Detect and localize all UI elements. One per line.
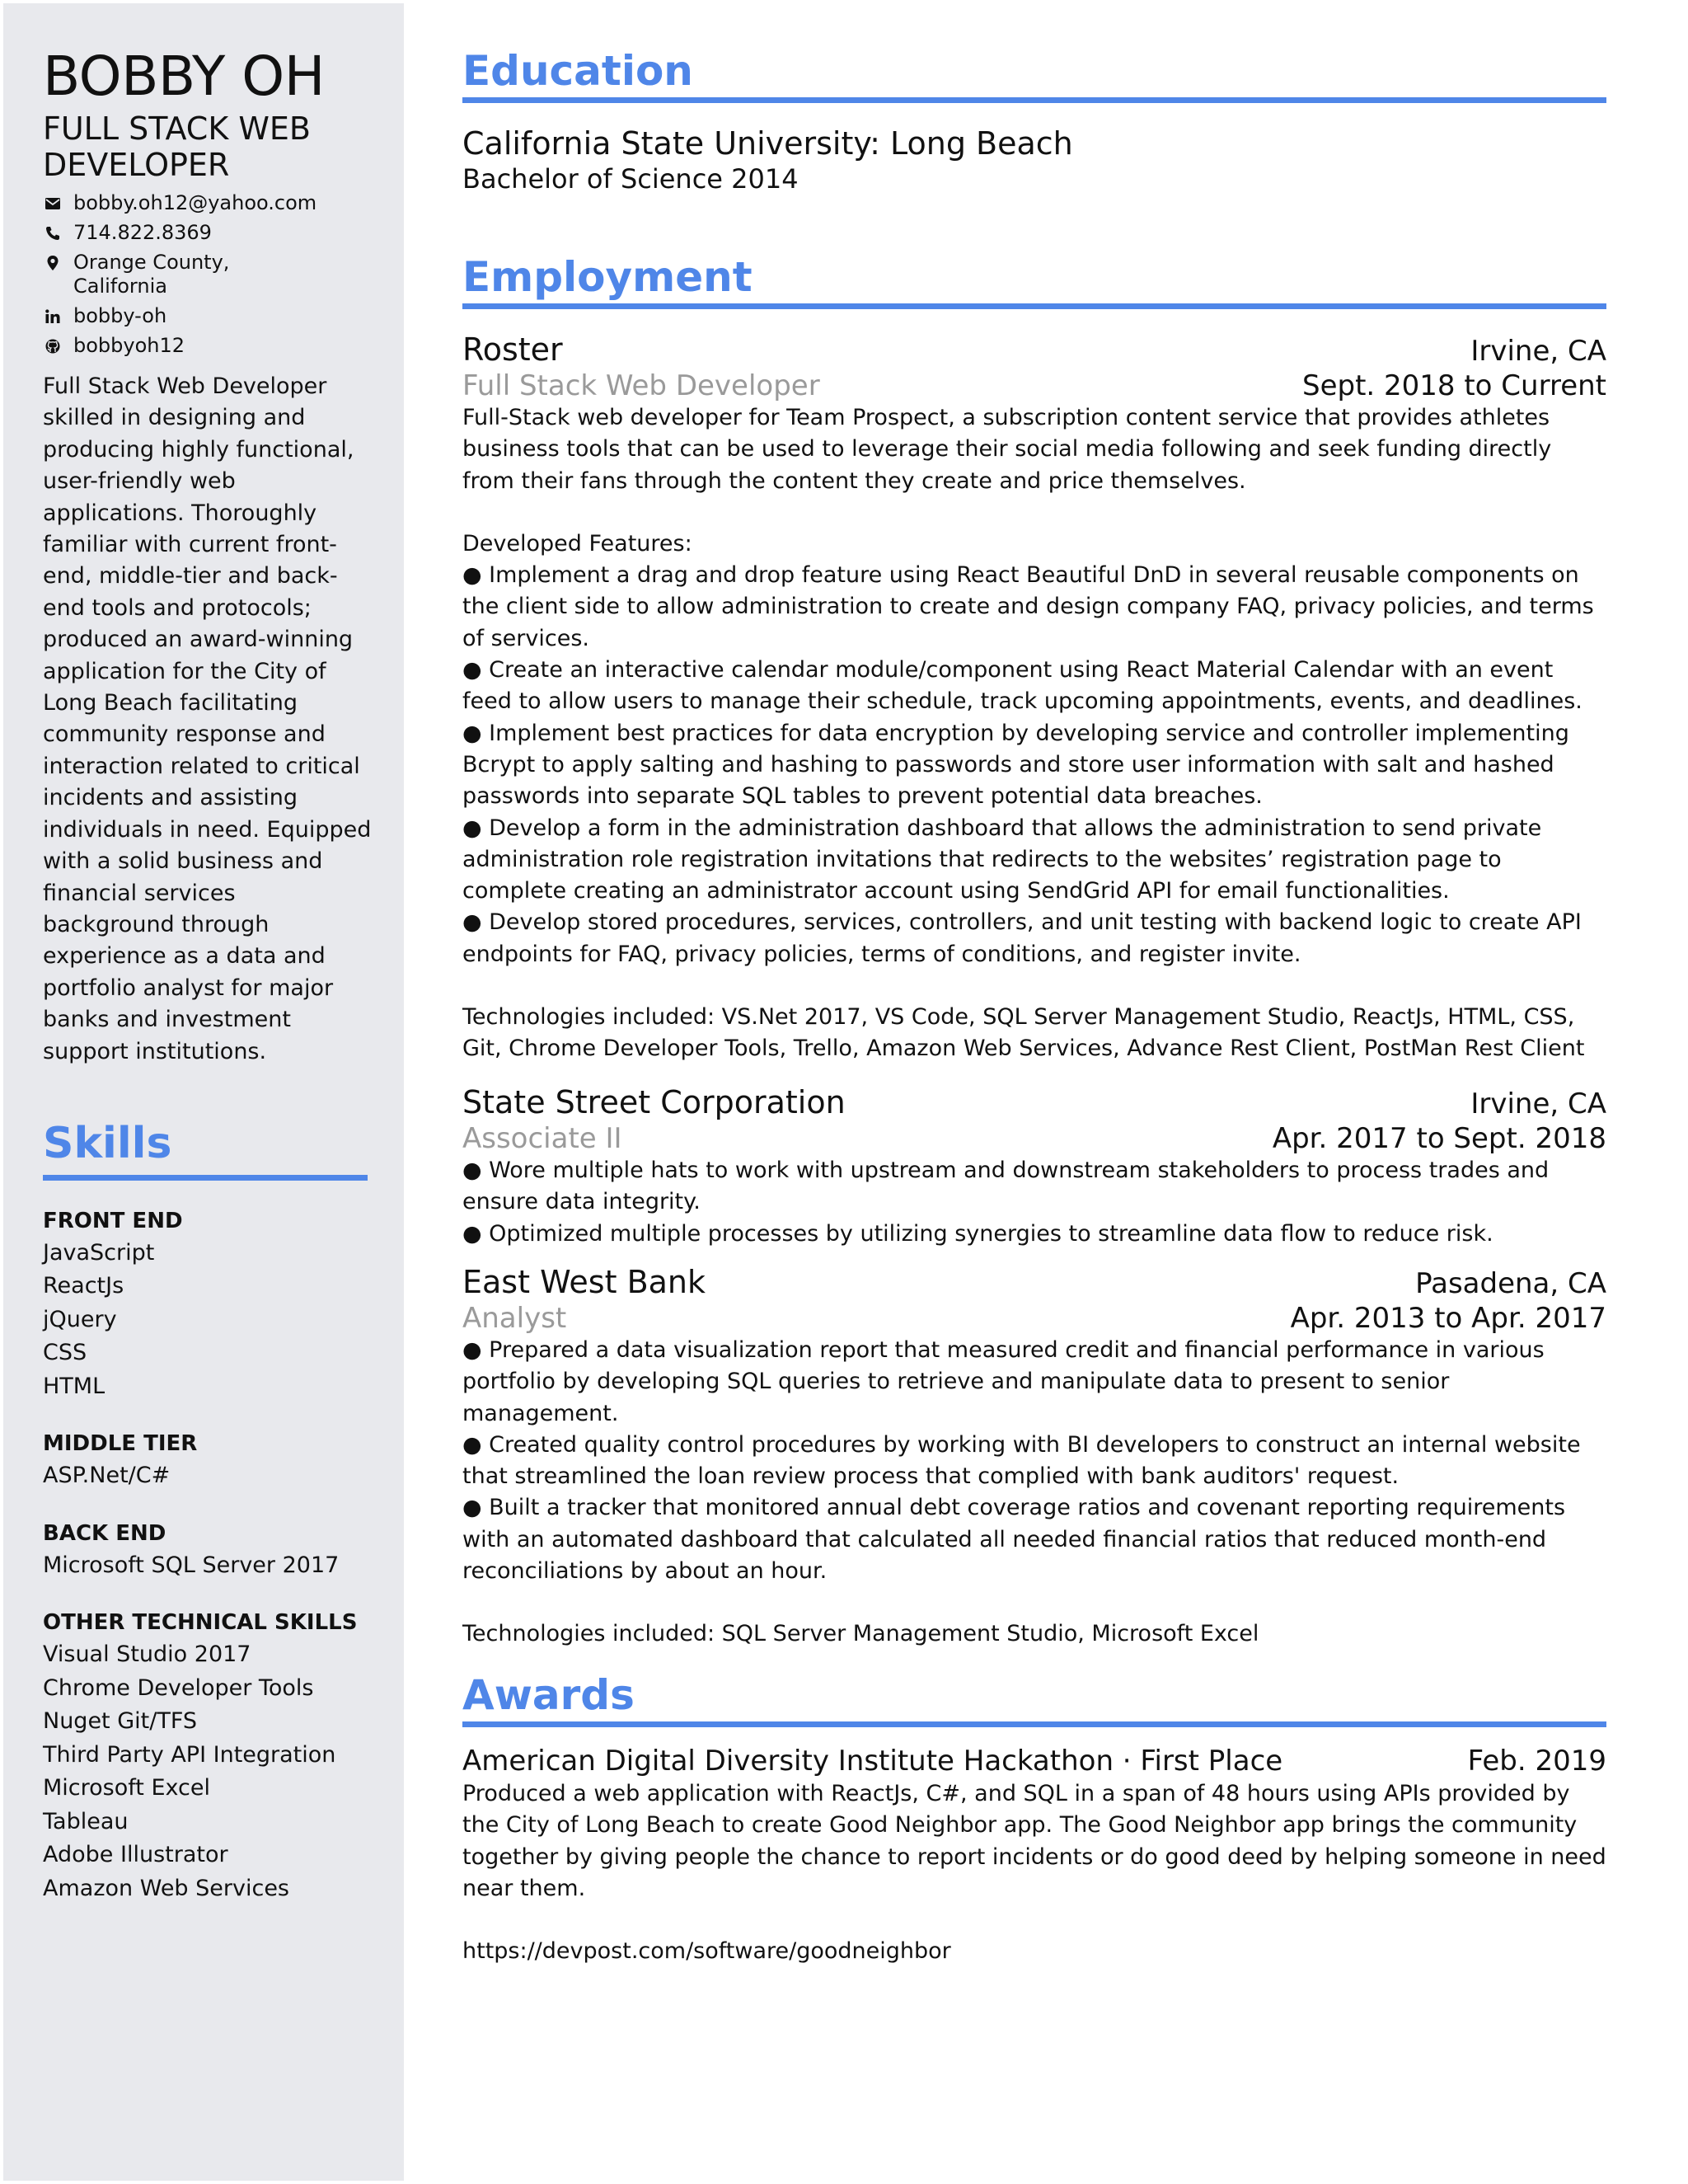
contact-linkedin[interactable] (43, 304, 364, 328)
job-intro: Full-Stack web developer for Team Prospect, a subscription content service that provides athletes business tools that can be used to leverage their social media following and seek funding directly from their fans through the content they create and price themselves. (462, 405, 1552, 494)
contact-email[interactable] (43, 191, 364, 215)
skills-divider (43, 1175, 368, 1181)
contact-location-text: Orange County, California (73, 251, 230, 298)
job-location: Irvine, CA (1470, 335, 1606, 368)
skill-item: Nuget Git/TFS (43, 1708, 198, 1735)
skill-item: Chrome Developer Tools (43, 1674, 314, 1701)
job-role: Analyst (462, 1302, 567, 1335)
job-roster (462, 332, 1606, 1065)
skill-item: Microsoft SQL Server 2017 (43, 1552, 340, 1578)
job-dates: Sept. 2018 to Current (1301, 369, 1606, 402)
job-bullet: ● Implement a drag and drop feature using React Beautiful DnD in several reusable components on the client side to allow administration to create and design company FAQ, privacy policies, and terms of services. (462, 562, 1594, 651)
linkedin-icon (43, 304, 63, 328)
skill-item: Third Party API Integration (43, 1741, 336, 1768)
award-header (462, 1744, 1606, 1778)
job-dates: Apr. 2017 to Sept. 2018 (1272, 1122, 1606, 1155)
contact-location (43, 251, 364, 298)
skill-item: Adobe Illustrator (43, 1842, 228, 1868)
job-dates: Apr. 2013 to Apr. 2017 (1290, 1302, 1606, 1335)
skill-item: CSS (43, 1340, 87, 1366)
job-company: Roster (462, 331, 563, 368)
job-bullet: ● Implement best practices for data encryption by developing service and controller implementing Bcrypt to apply salting and hashing to passwords and store user information with salt and hashed passwords into separate SQL tables to prevent potential data breaches. (462, 720, 1569, 810)
contact-email-text: bobby.oh12@yahoo.com (73, 191, 317, 214)
contact-github[interactable] (43, 334, 364, 358)
education-divider (462, 97, 1606, 103)
job-subheader (462, 1122, 1606, 1155)
award-description: Produced a web application with ReactJs, C#, and SQL in a span of 48 hours using APIs provided by the City of Long Beach to create Good Neighbor app. The Good Neighbor app brings the community together by giving people the chance to report incidents or do good deed by helping someone in need near them. (462, 1781, 1606, 1901)
job-header (462, 1265, 1606, 1302)
skill-item: HTML (43, 1373, 106, 1399)
job-technologies: Technologies included: SQL Server Management Studio, Microsoft Excel (462, 1621, 1259, 1647)
employment-divider (462, 303, 1606, 309)
employment-section (462, 252, 1606, 309)
education-degree: Bachelor of Science 2014 (462, 163, 799, 195)
profile-name: BOBBY OH (43, 45, 325, 108)
skill-group-back-end (43, 1518, 364, 1583)
sidebar (3, 3, 404, 2181)
job-east-west-bank (462, 1265, 1606, 1651)
contact-phone[interactable] (43, 221, 364, 245)
awards-heading: Awards (462, 1671, 635, 1719)
awards-section (462, 1670, 1606, 1967)
job-state-street (462, 1085, 1606, 1250)
job-bullet: ● Optimized multiple processes by utilizing synergies to streamline data flow to reduce risk. (462, 1220, 1493, 1247)
contact-phone-text: 714.822.8369 (73, 221, 212, 244)
award-link[interactable]: https://devpost.com/software/goodneighbor (462, 1938, 951, 1965)
job-bullet: ● Develop a form in the administration dashboard that allows the administration to send private administration role registration invitations that redirects to the websites’ registration page to complete creating an administrator account using SendGrid API for email functionalities. (462, 815, 1542, 904)
location-pin-icon (43, 251, 63, 275)
job-header (462, 332, 1606, 369)
contact-list (43, 191, 364, 358)
skill-group-name: MIDDLE TIER (43, 1431, 198, 1457)
education-school: California State University: Long Beach (462, 125, 1073, 162)
skill-item: Microsoft Excel (43, 1775, 210, 1801)
job-bullet: ● Develop stored procedures, services, controllers, and unit testing with backend logic to create API endpoints for FAQ, privacy policies, terms of conditions, and register invite. (462, 909, 1582, 967)
job-company: East West Bank (462, 1264, 706, 1300)
awards-divider (462, 1721, 1606, 1727)
skill-item: ASP.Net/C# (43, 1463, 171, 1489)
phone-icon (43, 221, 63, 245)
award-name: American Digital Diversity Institute Hackathon · First Place (462, 1745, 1283, 1778)
job-location: Irvine, CA (1470, 1087, 1606, 1120)
employment-heading: Employment (462, 253, 753, 301)
skill-group-middle-tier (43, 1428, 364, 1493)
skill-group-other (43, 1607, 364, 1905)
skill-item: JavaScript (43, 1239, 155, 1266)
job-company: State Street Corporation (462, 1084, 846, 1120)
skill-item: Amazon Web Services (43, 1875, 290, 1901)
skill-item: Visual Studio 2017 (43, 1642, 251, 1668)
skill-group-name: FRONT END (43, 1208, 183, 1233)
job-role: Associate II (462, 1122, 622, 1155)
education-heading: Education (462, 47, 693, 95)
profile-title: FULL STACK WEB DEVELOPER (43, 110, 311, 183)
skill-group-name: OTHER TECHNICAL SKILLS (43, 1610, 358, 1636)
contact-linkedin-text: bobby-oh (73, 304, 167, 327)
job-features-heading: Developed Features: (462, 530, 692, 557)
contact-github-text: bobbyoh12 (73, 334, 185, 357)
job-bullet: ● Built a tracker that monitored annual debt coverage ratios and covenant reporting requirements with an automated dashboard that calculated all needed financial ratios that reduced month-end reconciliations by about an hour. (462, 1495, 1566, 1585)
profile-summary: Full Stack Web Developer skilled in designing and producing highly functional, user-friendly web applications. Thoroughly familiar with current front-end, middle-tier and back-end tools and protocols; produced an award-winning application for the City of Long Beach facilitating community response and interaction related to critical incidents and assisting individuals in need. Equipped with a solid business and financial services background through experience as a data and portfolio analyst for major banks and investment support institutions. (43, 373, 372, 1064)
job-bullet: ● Created quality control procedures by working with BI developers to construct an internal website that streamlined the loan review process that complied with bank auditors' request. (462, 1431, 1581, 1490)
skills-heading: Skills (43, 1118, 172, 1168)
envelope-icon (43, 191, 63, 215)
skill-group-name: BACK END (43, 1520, 166, 1546)
skill-group-front-end (43, 1205, 364, 1404)
job-bullet: ● Wore multiple hats to work with upstream and downstream stakeholders to process trades and ensure data integrity. (462, 1158, 1550, 1215)
award-date: Feb. 2019 (1467, 1745, 1606, 1778)
job-technologies: Technologies included: VS.Net 2017, VS Code, SQL Server Management Studio, ReactJs, HTML, CSS, Git, Chrome Developer Tools, Trello, Amazon Web Services, Advance Rest Client, PostMan Rest Client (462, 1004, 1585, 1062)
github-icon (43, 334, 63, 358)
job-header (462, 1085, 1606, 1122)
job-subheader (462, 369, 1606, 402)
skill-item: jQuery (43, 1306, 117, 1332)
skill-item: Tableau (43, 1808, 129, 1834)
job-bullet: ● Create an interactive calendar module/component using React Material Calendar with an event feed to allow users to manage their schedule, track upcoming appointments, events, and deadlines. (462, 657, 1582, 715)
job-location: Pasadena, CA (1415, 1267, 1606, 1300)
job-role: Full Stack Web Developer (462, 369, 820, 402)
job-subheader (462, 1302, 1606, 1335)
job-bullet: ● Prepared a data visualization report that measured credit and financial performance in various portfolio by developing SQL queries to retrieve and manipulate data to present to senior management. (462, 1337, 1545, 1426)
skill-item: ReactJs (43, 1273, 124, 1299)
education-section (462, 46, 1606, 195)
